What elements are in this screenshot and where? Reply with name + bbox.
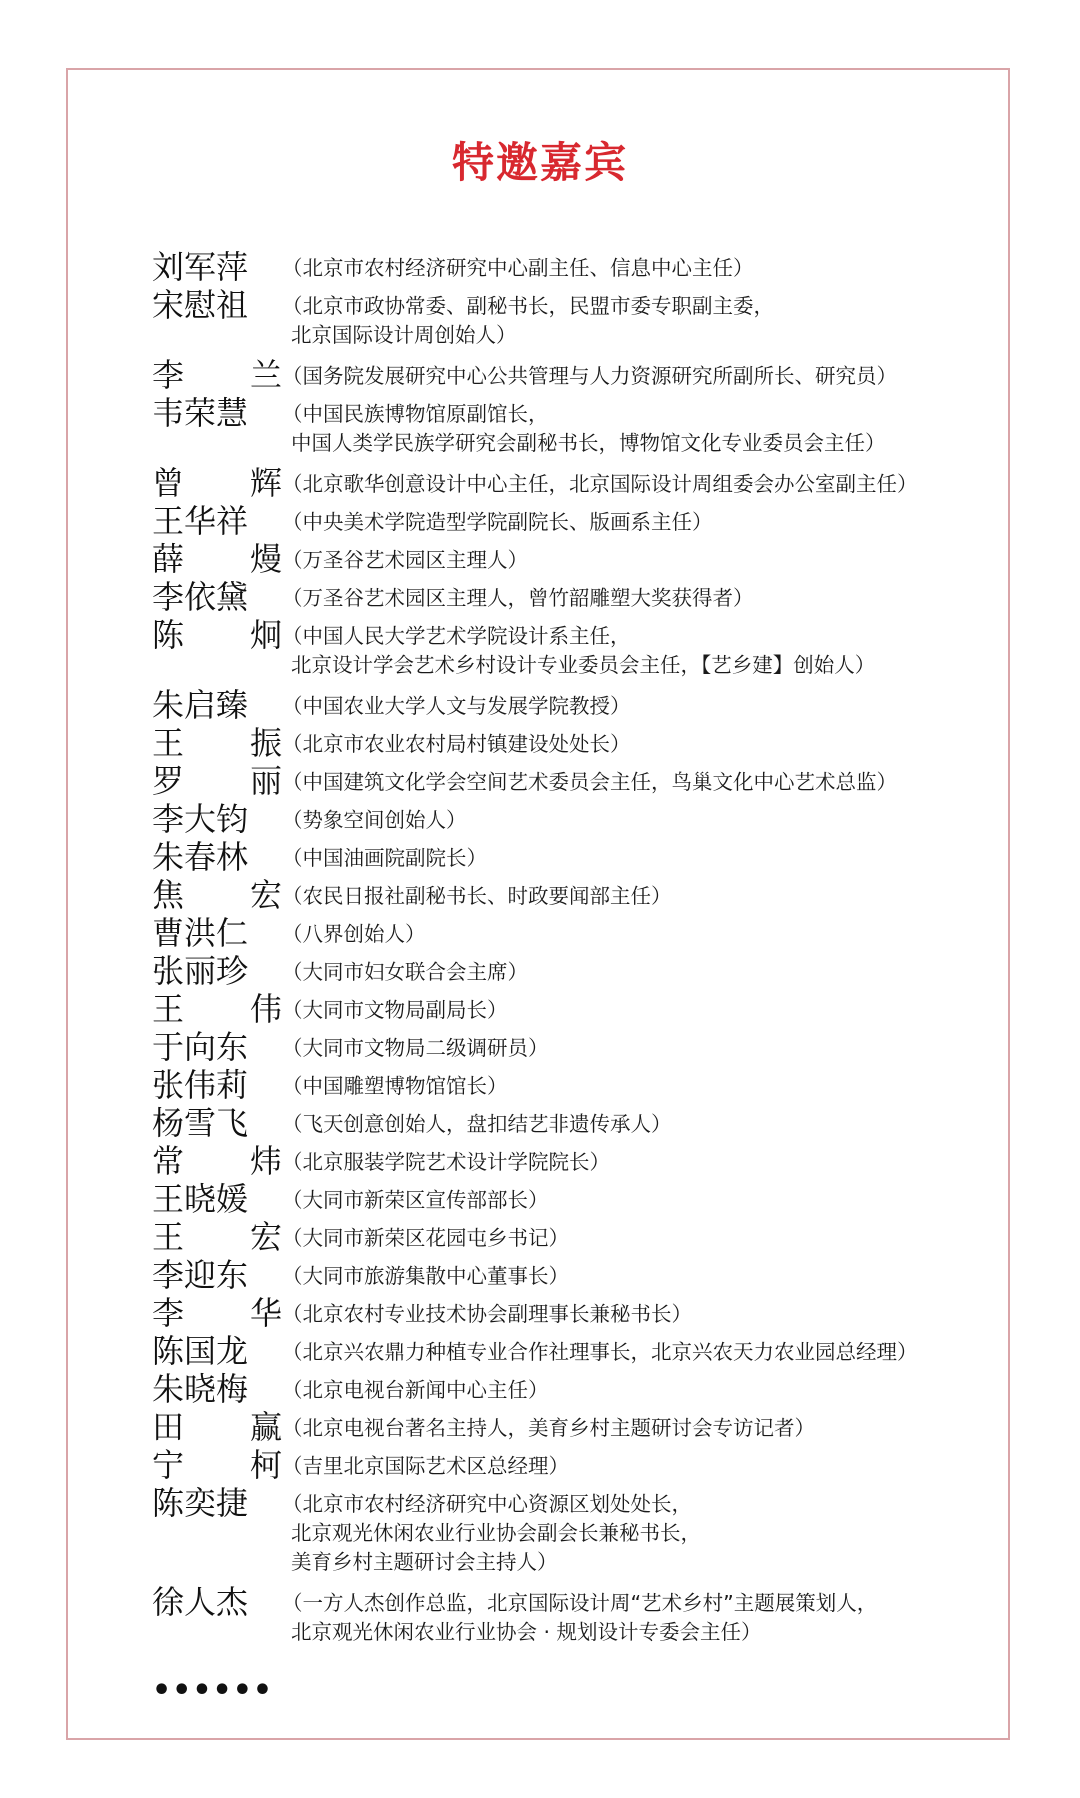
guest-entry (152, 724, 992, 762)
guest-description-line: （北京电视台新闻中心主任） (282, 1378, 549, 1402)
guest-description-line: （飞天创意创始人，盘扣结艺非遗传承人） (282, 1112, 672, 1136)
guest-entry (152, 356, 992, 394)
guest-description (282, 1332, 992, 1367)
guest-description (282, 1256, 992, 1291)
guest-name: 韦荣慧 (152, 394, 249, 432)
guest-name: 徐人杰 (152, 1583, 249, 1621)
guest-description-line: （农民日报社副秘书长、时政要闻部主任） (282, 884, 672, 908)
guest-name: 陈奕捷 (152, 1484, 249, 1522)
guest-entry (152, 876, 992, 914)
guest-description-line: （大同市文物局二级调研员） (282, 1036, 549, 1060)
guest-name: 张伟莉 (152, 1066, 249, 1104)
guest-description (282, 990, 992, 1025)
guest-description-line: （北京服装学院艺术设计学院院长） (282, 1150, 610, 1174)
guest-name: 朱春林 (152, 838, 249, 876)
guest-description (282, 394, 992, 458)
guest-description-line: （万圣谷艺术园区主理人） (282, 548, 528, 572)
guest-entry (152, 394, 992, 458)
guest-description (282, 800, 992, 835)
guest-name: 焦 宏 (152, 876, 282, 914)
guest-description-line: 美育乡村主题研讨会主持人） (291, 1550, 558, 1574)
guest-description (282, 248, 992, 283)
guest-name: 田 赢 (152, 1408, 282, 1446)
guest-entry (152, 952, 992, 990)
guest-description (282, 724, 992, 759)
guest-description-line: 中国人类学民族学研究会副秘书长，博物馆文化专业委员会主任） (291, 431, 886, 455)
guest-entry (152, 502, 992, 540)
guest-name: 宋慰祖 (152, 286, 249, 324)
guest-description (282, 286, 992, 350)
guest-name: 刘军萍 (152, 248, 249, 286)
guest-description-line: （北京歌华创意设计中心主任，北京国际设计周组委会办公室副主任） (282, 472, 918, 496)
guest-description-line: （中国油画院副院长） (282, 846, 487, 870)
guest-description (282, 616, 992, 680)
guest-description-line: （北京市农村经济研究中心资源区划处处长， (282, 1492, 692, 1516)
guest-description-line: （中央美术学院造型学院副院长、版画系主任） (282, 510, 713, 534)
guest-description (282, 1180, 992, 1215)
guest-description (282, 1142, 992, 1177)
guest-description-line: （势象空间创始人） (282, 808, 467, 832)
guest-entry (152, 286, 992, 350)
guest-description-line: （大同市文物局副局长） (282, 998, 508, 1022)
guest-description (282, 1583, 992, 1647)
guest-description-line: （大同市新荣区宣传部部长） (282, 1188, 549, 1212)
guest-description (282, 876, 992, 911)
guest-description-line: （中国雕塑博物馆馆长） (282, 1074, 508, 1098)
guest-description (282, 686, 992, 721)
guest-entry (152, 540, 992, 578)
guest-name: 张丽珍 (152, 952, 249, 990)
guest-description-line: （北京电视台著名主持人，美育乡村主题研讨会专访记者） (282, 1416, 815, 1440)
guest-entry (152, 800, 992, 838)
guest-entry (152, 1104, 992, 1142)
guest-name: 曾 辉 (152, 464, 282, 502)
guest-description-line: （吉里北京国际艺术区总经理） (282, 1454, 569, 1478)
guest-description-line: （中国农业大学人文与发展学院教授） (282, 694, 631, 718)
guest-entry (152, 1142, 992, 1180)
guest-name: 李迎东 (152, 1256, 249, 1294)
guest-description (282, 464, 992, 499)
guest-list (152, 248, 992, 1653)
guest-description-line: （北京兴农鼎力种植专业合作社理事长，北京兴农天力农业园总经理） (282, 1340, 918, 1364)
guest-description (282, 1408, 992, 1443)
guest-description (282, 1066, 992, 1101)
guest-description-line: （北京市农业农村局村镇建设处处长） (282, 732, 631, 756)
guest-name: 王 宏 (152, 1218, 282, 1256)
guest-entry (152, 1218, 992, 1256)
guest-name: 王 伟 (152, 990, 282, 1028)
guest-name: 陈 炯 (152, 616, 282, 654)
guest-description (282, 1218, 992, 1253)
guest-description-line: （北京市政协常委、副秘书长，民盟市委专职副主委， (282, 294, 774, 318)
guest-entry (152, 464, 992, 502)
guest-description-line: （八界创始人） (282, 922, 426, 946)
guest-description (282, 838, 992, 873)
guest-description-line: 北京国际设计周创始人） (291, 323, 517, 347)
guest-description-line: 北京观光休闲农业行业协会副会长兼秘书长， (291, 1521, 701, 1545)
guest-description (282, 540, 992, 575)
guest-entry (152, 1446, 992, 1484)
guest-entry (152, 1583, 992, 1647)
guest-description (282, 1294, 992, 1329)
more-ellipsis: •••••• (152, 1673, 274, 1708)
guest-entry (152, 838, 992, 876)
guest-name: 李依黛 (152, 578, 249, 616)
guest-name: 宁 柯 (152, 1446, 282, 1484)
guest-description (282, 1104, 992, 1139)
guest-description-line: 北京观光休闲农业行业协会 · 规划设计专委会主任） (291, 1620, 762, 1644)
guest-description-line: （万圣谷艺术园区主理人，曾竹韶雕塑大奖获得者） (282, 586, 754, 610)
guest-entry (152, 578, 992, 616)
guest-entry (152, 686, 992, 724)
guest-name: 王晓媛 (152, 1180, 249, 1218)
guest-description (282, 914, 992, 949)
page-title: 特邀嘉宾 (451, 138, 628, 187)
guest-description-line: （中国民族博物馆原副馆长， (282, 402, 549, 426)
guest-name: 常 炜 (152, 1142, 282, 1180)
guest-name: 曹洪仁 (152, 914, 249, 952)
guest-name: 薛 熳 (152, 540, 282, 578)
guest-entry (152, 762, 992, 800)
guest-description-line: （一方人杰创作总监，北京国际设计周“艺术乡村”主题展策划人， (282, 1591, 878, 1615)
guest-entry (152, 1294, 992, 1332)
guest-name: 王华祥 (152, 502, 249, 540)
guest-name: 朱晓梅 (152, 1370, 249, 1408)
guest-name: 于向东 (152, 1028, 249, 1066)
guest-description-line: （中国建筑文化学会空间艺术委员会主任，鸟巢文化中心艺术总监） (282, 770, 897, 794)
guest-description (282, 578, 992, 613)
guest-name: 李 兰 (152, 356, 282, 394)
guest-description (282, 762, 992, 797)
guest-name: 罗 丽 (152, 762, 282, 800)
guest-name: 朱启臻 (152, 686, 249, 724)
guest-name: 王 振 (152, 724, 282, 762)
guest-name: 杨雪飞 (152, 1104, 249, 1142)
guest-description (282, 356, 992, 391)
guest-description-line: （大同市旅游集散中心董事长） (282, 1264, 569, 1288)
guest-name: 李 华 (152, 1294, 282, 1332)
guest-entry (152, 914, 992, 952)
guest-name: 陈国龙 (152, 1332, 249, 1370)
guest-description (282, 502, 992, 537)
guest-entry (152, 1028, 992, 1066)
guest-entry (152, 1408, 992, 1446)
guest-description-line: （国务院发展研究中心公共管理与人力资源研究所副所长、研究员） (282, 364, 897, 388)
guest-entry (152, 616, 992, 680)
guest-entry (152, 1180, 992, 1218)
guest-entry (152, 248, 992, 286)
guest-description-line: （大同市新荣区花园屯乡书记） (282, 1226, 569, 1250)
guest-entry (152, 1066, 992, 1104)
guest-entry (152, 1484, 992, 1577)
guest-description (282, 1370, 992, 1405)
guest-entry (152, 1256, 992, 1294)
guest-entry (152, 1370, 992, 1408)
guest-description-line: 北京设计学会艺术乡村设计专业委员会主任，【艺乡建】创始人） (291, 653, 876, 677)
guest-description (282, 952, 992, 987)
guest-entry (152, 990, 992, 1028)
guest-description-line: （大同市妇女联合会主席） (282, 960, 528, 984)
guest-description-line: （中国人民大学艺术学院设计系主任， (282, 624, 631, 648)
guest-name: 李大钧 (152, 800, 249, 838)
guest-description-line: （北京市农村经济研究中心副主任、信息中心主任） (282, 256, 754, 280)
guest-description-line: （北京农村专业技术协会副理事长兼秘书长） (282, 1302, 692, 1326)
guest-description (282, 1484, 992, 1577)
guest-description (282, 1446, 992, 1481)
guest-entry (152, 1332, 992, 1370)
guest-description (282, 1028, 992, 1063)
